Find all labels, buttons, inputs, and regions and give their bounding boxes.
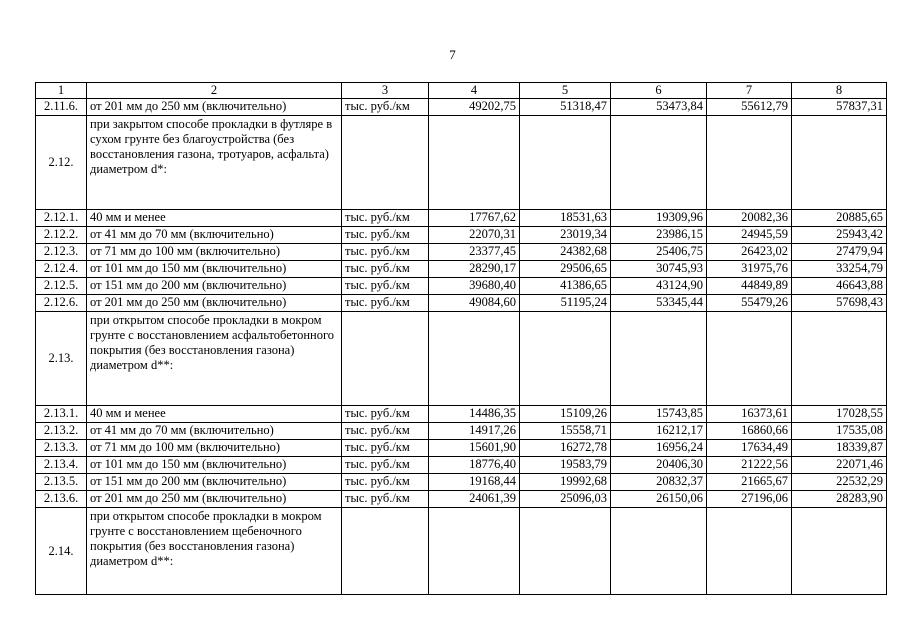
item-number: 2.13.3. — [36, 440, 87, 457]
value-cell: 20406,30 — [611, 457, 707, 474]
value-cell: 43124,90 — [611, 278, 707, 295]
value-cell: 14917,26 — [429, 423, 520, 440]
item-number: 2.12.2. — [36, 227, 87, 244]
value-cell — [792, 116, 887, 210]
value-cell: 26423,02 — [707, 244, 792, 261]
unit-of-measure: тыс. руб./км — [342, 474, 429, 491]
value-cell: 24061,39 — [429, 491, 520, 508]
value-cell: 18776,40 — [429, 457, 520, 474]
item-description: от 71 мм до 100 мм (включительно) — [87, 440, 342, 457]
value-cell — [611, 508, 707, 595]
item-number: 2.13.4. — [36, 457, 87, 474]
table-row — [36, 227, 887, 244]
item-description: от 151 мм до 200 мм (включительно) — [87, 474, 342, 491]
value-cell: 16956,24 — [611, 440, 707, 457]
value-cell: 21665,67 — [707, 474, 792, 491]
table-row — [36, 116, 887, 210]
table-row — [36, 508, 887, 595]
value-cell: 57698,43 — [792, 295, 887, 312]
item-number: 2.12.3. — [36, 244, 87, 261]
value-cell: 33254,79 — [792, 261, 887, 278]
value-cell — [429, 508, 520, 595]
column-number-header: 6 — [611, 83, 707, 99]
column-number-header: 2 — [87, 83, 342, 99]
value-cell: 49084,60 — [429, 295, 520, 312]
value-cell — [707, 312, 792, 406]
value-cell: 19992,68 — [520, 474, 611, 491]
unit-of-measure: тыс. руб./км — [342, 244, 429, 261]
value-cell: 57837,31 — [792, 99, 887, 116]
value-cell: 18531,63 — [520, 210, 611, 227]
unit-of-measure: тыс. руб./км — [342, 295, 429, 312]
value-cell: 44849,89 — [707, 278, 792, 295]
item-description: от 101 мм до 150 мм (включительно) — [87, 261, 342, 278]
value-cell: 16212,17 — [611, 423, 707, 440]
item-number: 2.13.5. — [36, 474, 87, 491]
item-description: при открытом способе прокладки в мокром грунте с восстановлением асфальтобетонного покрытия (без восстановления газона) диаметром d**: — [87, 312, 342, 406]
value-cell — [611, 116, 707, 210]
item-description: от 201 мм до 250 мм (включительно) — [87, 491, 342, 508]
column-number-header: 4 — [429, 83, 520, 99]
value-cell: 19168,44 — [429, 474, 520, 491]
item-description: от 201 мм до 250 мм (включительно) — [87, 99, 342, 116]
table-row — [36, 491, 887, 508]
tariff-table — [35, 82, 887, 595]
value-cell: 21222,56 — [707, 457, 792, 474]
value-cell: 24945,59 — [707, 227, 792, 244]
item-description: от 41 мм до 70 мм (включительно) — [87, 423, 342, 440]
unit-of-measure: тыс. руб./км — [342, 440, 429, 457]
value-cell: 27196,06 — [707, 491, 792, 508]
item-description: при закрытом способе прокладки в футляре в сухом грунте без благоустройства (без восстановления газона, тротуаров, асфальта) диаметром d*: — [87, 116, 342, 210]
value-cell: 51195,24 — [520, 295, 611, 312]
item-number: 2.13.2. — [36, 423, 87, 440]
item-number: 2.14. — [36, 508, 87, 595]
value-cell: 20832,37 — [611, 474, 707, 491]
unit-of-measure — [342, 116, 429, 210]
table-row — [36, 312, 887, 406]
item-description: от 101 мм до 150 мм (включительно) — [87, 457, 342, 474]
value-cell — [520, 312, 611, 406]
value-cell: 46643,88 — [792, 278, 887, 295]
value-cell: 31975,76 — [707, 261, 792, 278]
column-number-header: 8 — [792, 83, 887, 99]
unit-of-measure — [342, 508, 429, 595]
unit-of-measure: тыс. руб./км — [342, 423, 429, 440]
table-row — [36, 474, 887, 491]
value-cell: 55479,26 — [707, 295, 792, 312]
item-description: от 201 мм до 250 мм (включительно) — [87, 295, 342, 312]
unit-of-measure: тыс. руб./км — [342, 406, 429, 423]
table-row — [36, 99, 887, 116]
value-cell: 41386,65 — [520, 278, 611, 295]
value-cell: 22071,46 — [792, 457, 887, 474]
item-description: 40 мм и менее — [87, 406, 342, 423]
unit-of-measure: тыс. руб./км — [342, 227, 429, 244]
table-row — [36, 295, 887, 312]
table-row — [36, 457, 887, 474]
item-number: 2.11.6. — [36, 99, 87, 116]
value-cell: 53345,44 — [611, 295, 707, 312]
value-cell — [707, 508, 792, 595]
value-cell: 28283,90 — [792, 491, 887, 508]
item-number: 2.12.1. — [36, 210, 87, 227]
item-number: 2.12.6. — [36, 295, 87, 312]
value-cell: 25943,42 — [792, 227, 887, 244]
value-cell: 22070,31 — [429, 227, 520, 244]
table-row — [36, 244, 887, 261]
value-cell: 14486,35 — [429, 406, 520, 423]
value-cell — [429, 312, 520, 406]
value-cell: 26150,06 — [611, 491, 707, 508]
unit-of-measure: тыс. руб./км — [342, 210, 429, 227]
value-cell: 23019,34 — [520, 227, 611, 244]
value-cell: 53473,84 — [611, 99, 707, 116]
value-cell: 29506,65 — [520, 261, 611, 278]
column-number-header: 7 — [707, 83, 792, 99]
value-cell: 15743,85 — [611, 406, 707, 423]
value-cell — [520, 116, 611, 210]
value-cell: 17028,55 — [792, 406, 887, 423]
item-number: 2.13.1. — [36, 406, 87, 423]
table-header-row — [36, 83, 887, 99]
column-number-header: 3 — [342, 83, 429, 99]
item-number: 2.13. — [36, 312, 87, 406]
value-cell: 15558,71 — [520, 423, 611, 440]
value-cell: 19583,79 — [520, 457, 611, 474]
item-description: при открытом способе прокладки в мокром грунте с восстановлением щебеночного покрытия (без восстановления газона) диаметром d**: — [87, 508, 342, 595]
unit-of-measure: тыс. руб./км — [342, 261, 429, 278]
value-cell: 15601,90 — [429, 440, 520, 457]
value-cell: 19309,96 — [611, 210, 707, 227]
value-cell: 30745,93 — [611, 261, 707, 278]
value-cell: 51318,47 — [520, 99, 611, 116]
item-number: 2.12.4. — [36, 261, 87, 278]
value-cell — [520, 508, 611, 595]
value-cell: 17535,08 — [792, 423, 887, 440]
unit-of-measure: тыс. руб./км — [342, 457, 429, 474]
value-cell: 17767,62 — [429, 210, 520, 227]
column-number-header: 5 — [520, 83, 611, 99]
table-row — [36, 261, 887, 278]
column-number-header: 1 — [36, 83, 87, 99]
table-row — [36, 423, 887, 440]
item-number: 2.12.5. — [36, 278, 87, 295]
table-body — [36, 83, 887, 595]
unit-of-measure: тыс. руб./км — [342, 491, 429, 508]
table-row — [36, 440, 887, 457]
value-cell — [611, 312, 707, 406]
value-cell: 28290,17 — [429, 261, 520, 278]
value-cell — [707, 116, 792, 210]
item-description: от 41 мм до 70 мм (включительно) — [87, 227, 342, 244]
value-cell — [429, 116, 520, 210]
value-cell: 20885,65 — [792, 210, 887, 227]
unit-of-measure — [342, 312, 429, 406]
table-row — [36, 210, 887, 227]
value-cell: 16272,78 — [520, 440, 611, 457]
value-cell: 25406,75 — [611, 244, 707, 261]
value-cell: 16373,61 — [707, 406, 792, 423]
value-cell: 16860,66 — [707, 423, 792, 440]
item-description: 40 мм и менее — [87, 210, 342, 227]
value-cell: 27479,94 — [792, 244, 887, 261]
page-number: 7 — [449, 47, 456, 62]
item-description: от 151 мм до 200 мм (включительно) — [87, 278, 342, 295]
value-cell: 20082,36 — [707, 210, 792, 227]
value-cell: 49202,75 — [429, 99, 520, 116]
value-cell — [792, 508, 887, 595]
item-number: 2.13.6. — [36, 491, 87, 508]
item-number: 2.12. — [36, 116, 87, 210]
value-cell: 15109,26 — [520, 406, 611, 423]
table-row — [36, 406, 887, 423]
value-cell: 24382,68 — [520, 244, 611, 261]
item-description: от 71 мм до 100 мм (включительно) — [87, 244, 342, 261]
value-cell: 23986,15 — [611, 227, 707, 244]
value-cell: 25096,03 — [520, 491, 611, 508]
unit-of-measure: тыс. руб./км — [342, 278, 429, 295]
value-cell: 55612,79 — [707, 99, 792, 116]
value-cell: 23377,45 — [429, 244, 520, 261]
value-cell — [792, 312, 887, 406]
value-cell: 18339,87 — [792, 440, 887, 457]
unit-of-measure: тыс. руб./км — [342, 99, 429, 116]
value-cell: 39680,40 — [429, 278, 520, 295]
value-cell: 22532,29 — [792, 474, 887, 491]
value-cell: 17634,49 — [707, 440, 792, 457]
table-row — [36, 278, 887, 295]
